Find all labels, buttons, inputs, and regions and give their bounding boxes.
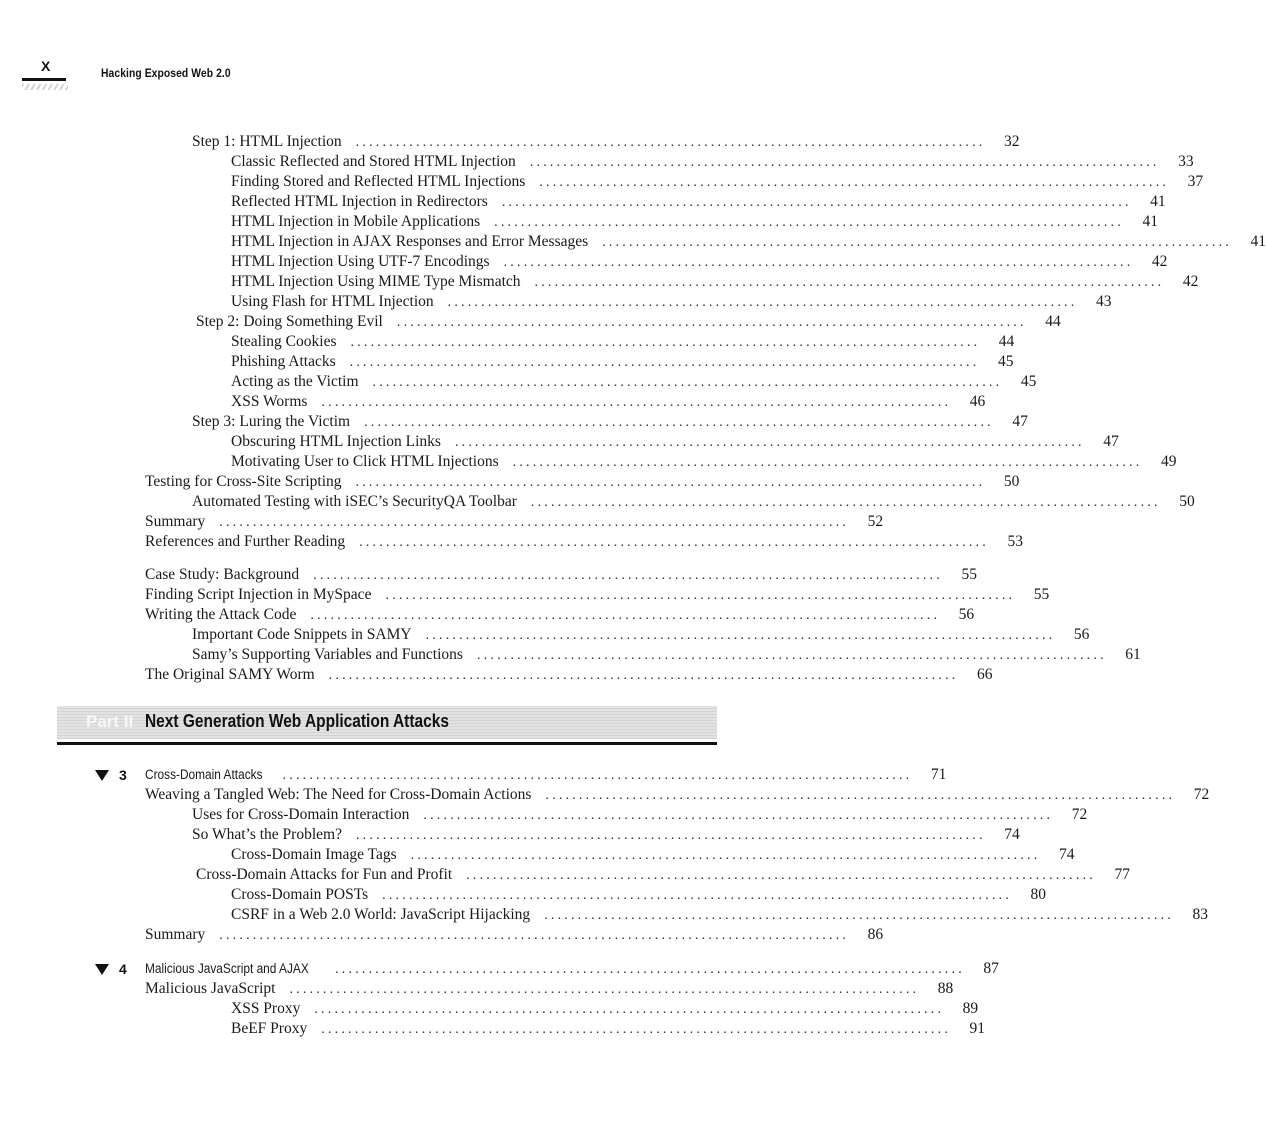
toc-entry-page: 61 — [1125, 646, 1141, 663]
toc-entry — [145, 512, 884, 532]
toc-entry-page: 42 — [1182, 273, 1199, 290]
toc-entry-title: Important Code Snippets in SAMY — [192, 626, 412, 643]
toc-entry-title: Weaving a Tangled Web: The Need for Cross-Domain Actions — [145, 786, 532, 803]
toc-entry-title: XSS Worms — [231, 393, 308, 410]
toc-entry — [231, 212, 1158, 232]
toc-entry-page: 33 — [1178, 153, 1194, 170]
toc-entry — [196, 865, 1130, 885]
toc-entry-title: Samy’s Supporting Variables and Functions — [192, 646, 463, 663]
toc-entry-title: Finding Script Injection in MySpace — [145, 586, 372, 603]
toc-entry-title: HTML Injection Using MIME Type Mismatch — [231, 273, 521, 290]
toc-entry — [145, 565, 977, 585]
toc-leader: .............................................................................................. — [534, 275, 1165, 290]
toc-entry-title: Summary — [145, 513, 206, 530]
chapter-title: Cross-Domain Attacks — [145, 767, 263, 782]
toc-entry — [145, 785, 1210, 805]
toc-leader: .............................................................................................. — [410, 848, 1041, 863]
toc-leader: .............................................................................................. — [545, 788, 1176, 803]
toc-entry — [192, 625, 1090, 645]
toc-entry — [192, 492, 1195, 512]
toc-entry-page: 66 — [976, 666, 993, 683]
toc-entry-page: 44 — [998, 333, 1015, 350]
toc-entry-page: 56 — [1073, 626, 1090, 643]
toc-entry-page: 47 — [1103, 433, 1119, 450]
toc-entry — [231, 885, 1046, 905]
toc-entry — [145, 605, 975, 625]
toc-entry-title: Stealing Cookies — [231, 333, 337, 350]
toc-entry — [192, 825, 1020, 845]
part-label: Part II — [86, 712, 134, 731]
page-number-roman: X — [41, 58, 51, 74]
chapter-title: Malicious JavaScript and AJAX — [145, 961, 309, 976]
toc-entry-page: 50 — [1003, 473, 1020, 490]
toc-leader: .............................................................................................. — [539, 175, 1170, 190]
toc-leader: .............................................................................................. — [476, 648, 1107, 663]
toc-leader: .............................................................................................. — [425, 628, 1056, 643]
toc-entry — [231, 252, 1168, 272]
toc-entry-title: XSS Proxy — [231, 1000, 301, 1017]
toc-entry — [192, 805, 1088, 825]
toc-entry — [192, 412, 1028, 432]
toc-entry-page: 91 — [969, 1020, 986, 1037]
toc-leader: .............................................................................................. — [219, 515, 850, 530]
toc-entry-title: Step 1: HTML Injection — [192, 133, 342, 150]
toc-entry-title: Motivating User to Click HTML Injections — [231, 453, 499, 470]
toc-entry-page: 74 — [1004, 826, 1020, 843]
running-head-title: Hacking Exposed Web 2.0 — [101, 66, 231, 80]
toc-entry-page: 74 — [1058, 846, 1075, 863]
toc-entry-title: Testing for Cross-Site Scripting — [145, 473, 342, 490]
toc-entry-title: Classic Reflected and Stored HTML Injection — [231, 153, 516, 170]
toc-entry-page: 72 — [1193, 786, 1210, 803]
toc-leader: .............................................................................................. — [372, 375, 1003, 390]
triangle-bullet-icon — [95, 770, 109, 781]
toc-leader: .............................................................................................. — [385, 588, 1016, 603]
toc-entry — [231, 432, 1119, 452]
toc-entry-page: 45 — [997, 353, 1014, 370]
toc-entry — [231, 292, 1112, 312]
toc-entry-title: Finding Stored and Reflected HTML Injections — [231, 173, 526, 190]
toc-entry-title: Automated Testing with iSEC’s SecurityQA Toolbar — [192, 493, 517, 510]
header-rule — [22, 78, 66, 81]
toc-entry-title: Reflected HTML Injection in Redirectors — [231, 193, 488, 210]
toc-entry — [231, 1019, 986, 1039]
toc-leader: .............................................................................................. — [321, 1022, 952, 1037]
toc-leader: .............................................................................................. — [350, 335, 981, 350]
toc-entry-page: 37 — [1187, 173, 1204, 190]
toc-entry-title: Using Flash for HTML Injection — [231, 293, 434, 310]
toc-entry — [231, 232, 1266, 252]
toc-entry — [145, 532, 1023, 552]
toc-entry-title: Phishing Attacks — [231, 353, 336, 370]
chapter-number: 3 — [119, 767, 127, 783]
toc-entry-title: Step 2: Doing Something Evil — [196, 313, 383, 330]
toc-leader: .............................................................................................. — [335, 962, 965, 977]
toc-entry-title: Obscuring HTML Injection Links — [231, 433, 441, 450]
toc-entry-title: Writing the Attack Code — [145, 606, 297, 623]
toc-leader: .............................................................................................. — [219, 928, 850, 943]
toc-entry — [145, 979, 954, 999]
toc-entry — [231, 352, 1014, 372]
toc-leader: .............................................................................................. — [382, 888, 1012, 903]
toc-leader: .............................................................................................. — [313, 568, 943, 583]
toc-leader: .............................................................................................. — [282, 768, 913, 783]
toc-leader: .............................................................................................. — [602, 235, 1232, 250]
toc-leader: .............................................................................................. — [314, 1002, 945, 1017]
toc-entry-title: HTML Injection in AJAX Responses and Error Messages — [231, 233, 589, 250]
part-rule — [57, 742, 717, 745]
header-decoration — [22, 84, 68, 90]
toc-entry — [192, 132, 1020, 152]
toc-entry — [231, 392, 986, 412]
toc-entry — [231, 999, 979, 1019]
toc-leader: .............................................................................................. — [310, 608, 941, 623]
toc-leader: .............................................................................................. — [447, 295, 1078, 310]
toc-entry-title: Uses for Cross-Domain Interaction — [192, 806, 410, 823]
toc-entry-title: References and Further Reading — [145, 533, 346, 550]
toc-entry-title: HTML Injection Using UTF-7 Encodings — [231, 253, 490, 270]
toc-entry-page: 41 — [1142, 213, 1158, 230]
toc-entry-title: BeEF Proxy — [231, 1020, 308, 1037]
toc-entry-page: 55 — [1033, 586, 1050, 603]
toc-entry-page: 52 — [867, 513, 884, 530]
triangle-bullet-icon — [95, 964, 109, 975]
toc-entry-page: 41 — [1250, 233, 1266, 250]
toc-leader: .............................................................................................. — [289, 982, 920, 997]
toc-leader: .............................................................................................. — [529, 155, 1160, 170]
toc-entry-page: 89 — [962, 1000, 979, 1017]
chapter-marker — [95, 959, 127, 979]
toc-entry — [145, 585, 1050, 605]
chapter-page: 87 — [983, 960, 999, 977]
toc-entry-title: So What’s the Problem? — [192, 826, 342, 843]
toc-entry — [145, 472, 1020, 492]
toc-leader: .............................................................................................. — [503, 255, 1134, 270]
toc-entry-page: 88 — [937, 980, 954, 997]
chapter-entry — [145, 765, 947, 785]
toc-entry-page: 80 — [1030, 886, 1046, 903]
toc-entry-page: 72 — [1071, 806, 1088, 823]
toc-leader: .............................................................................................. — [466, 868, 1096, 883]
toc-leader: .............................................................................................. — [355, 828, 986, 843]
toc-entry — [192, 645, 1141, 665]
toc-leader: .............................................................................................. — [321, 395, 952, 410]
toc-entry-title: CSRF in a Web 2.0 World: JavaScript Hijacking — [231, 906, 531, 923]
toc-entry-page: 41 — [1150, 193, 1166, 210]
toc-leader: .............................................................................................. — [364, 415, 994, 430]
toc-entry-title: Case Study: Background — [145, 566, 300, 583]
toc-entry-title: The Original SAMY Worm — [145, 666, 315, 683]
toc-entry-page: 50 — [1179, 493, 1195, 510]
toc-entry — [231, 452, 1177, 472]
toc-entry-title: HTML Injection in Mobile Applications — [231, 213, 481, 230]
toc-leader: .............................................................................................. — [355, 475, 986, 490]
toc-entry-page: 86 — [867, 926, 884, 943]
toc-leader: .............................................................................................. — [396, 315, 1027, 330]
toc-entry — [231, 152, 1194, 172]
toc-entry — [145, 665, 993, 685]
toc-entry-page: 44 — [1045, 313, 1061, 330]
toc-entry-title: Cross-Domain POSTs — [231, 886, 369, 903]
toc-entry-page: 53 — [1007, 533, 1023, 550]
toc-leader: .............................................................................................. — [454, 435, 1085, 450]
toc-entry-page: 46 — [969, 393, 986, 410]
toc-entry-title: Step 3: Luring the Victim — [192, 413, 351, 430]
toc-leader: .............................................................................................. — [494, 215, 1124, 230]
toc-leader: .............................................................................................. — [355, 135, 986, 150]
toc-entry — [231, 192, 1166, 212]
toc-entry — [231, 845, 1075, 865]
toc-entry — [231, 172, 1204, 192]
toc-entry — [196, 312, 1061, 332]
toc-entry-title: Acting as the Victim — [231, 373, 359, 390]
toc-leader: .............................................................................................. — [328, 668, 959, 683]
toc-entry-title: Malicious JavaScript — [145, 980, 276, 997]
toc-entry — [145, 925, 884, 945]
toc-leader: .............................................................................................. — [359, 535, 989, 550]
toc-entry-page: 83 — [1192, 906, 1208, 923]
chapter-number: 4 — [119, 961, 127, 977]
toc-entry — [231, 372, 1037, 392]
toc-entry-page: 32 — [1003, 133, 1020, 150]
toc-entry-page: 55 — [961, 566, 977, 583]
toc-leader: .............................................................................................. — [512, 455, 1143, 470]
toc-entry — [231, 905, 1208, 925]
toc-leader: .............................................................................................. — [544, 908, 1174, 923]
part-title: Next Generation Web Application Attacks — [145, 711, 449, 731]
chapter-page: 71 — [930, 766, 947, 783]
toc-leader: .............................................................................................. — [530, 495, 1161, 510]
toc-leader: .............................................................................................. — [423, 808, 1054, 823]
toc-entry-page: 77 — [1114, 866, 1130, 883]
toc-entry-title: Summary — [145, 926, 206, 943]
toc-entry-title: Cross-Domain Image Tags — [231, 846, 397, 863]
toc-entry-page: 45 — [1020, 373, 1037, 390]
toc-entry-page: 42 — [1151, 253, 1168, 270]
toc-entry — [231, 332, 1015, 352]
toc-entry-page: 47 — [1012, 413, 1028, 430]
toc-entry-title: Cross-Domain Attacks for Fun and Profit — [196, 866, 453, 883]
toc-leader: .............................................................................................. — [501, 195, 1132, 210]
toc-entry-page: 43 — [1095, 293, 1112, 310]
chapter-marker — [95, 765, 127, 785]
toc-entry-page: 49 — [1160, 453, 1177, 470]
chapter-entry — [145, 959, 999, 979]
toc-leader: .............................................................................................. — [349, 355, 980, 370]
toc-entry-page: 56 — [958, 606, 975, 623]
toc-entry — [231, 272, 1199, 292]
